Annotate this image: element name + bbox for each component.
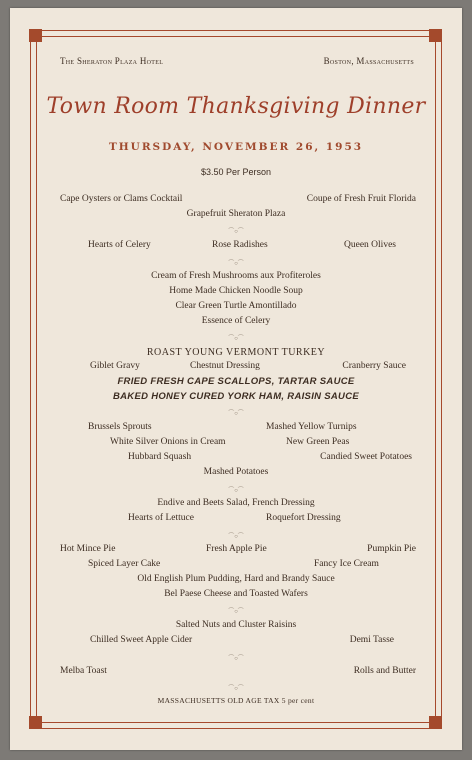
item-turtle-soup: Clear Green Turtle Amontillado	[175, 301, 297, 311]
item-apple-pie: Fresh Apple Pie	[206, 544, 267, 554]
item-ice-cream: Fancy Ice Cream	[314, 559, 379, 569]
item-celery: Hearts of Celery	[88, 240, 151, 250]
item-turnips: Mashed Yellow Turnips	[266, 422, 357, 432]
corner-square-bottom-left	[29, 716, 42, 729]
item-roquefort: Roquefort Dressing	[266, 513, 341, 523]
item-essence-celery: Essence of Celery	[201, 316, 271, 326]
ornament-divider: ⌒○⌒	[228, 656, 244, 662]
item-scallops: FRIED FRESH CAPE SCALLOPS, TARTAR SAUCE	[117, 376, 355, 387]
menu-date: THURSDAY, NOVEMBER 26, 1953	[108, 141, 364, 153]
item-onions: White Silver Onions in Cream	[110, 437, 226, 447]
item-demi-tasse: Demi Tasse	[349, 635, 394, 645]
hotel-name: The Sheraton Plaza Hotel	[60, 56, 164, 66]
item-chicken-soup: Home Made Chicken Noodle Soup	[169, 286, 303, 296]
item-brussels-sprouts: Brussels Sprouts	[88, 422, 152, 432]
item-ham: BAKED HONEY CURED YORK HAM, RAISIN SAUCE	[112, 391, 359, 402]
corner-square-top-left	[29, 29, 42, 42]
item-endive-salad: Endive and Beets Salad, French Dressing	[157, 498, 315, 508]
item-melba-toast: Melba Toast	[60, 666, 107, 676]
item-oysters: Cape Oysters or Clams Cocktail	[60, 194, 183, 204]
menu-card	[10, 8, 462, 750]
ornament-divider: ⌒○⌒	[228, 686, 244, 692]
ornament-divider: ⌒○⌒	[228, 336, 244, 342]
item-chestnut-dressing: Chestnut Dressing	[190, 361, 260, 371]
item-radishes: Rose Radishes	[212, 240, 268, 250]
item-olives: Queen Olives	[344, 240, 396, 250]
item-layer-cake: Spiced Layer Cake	[88, 559, 161, 569]
hotel-location: Boston, Massachusetts	[323, 56, 414, 66]
ornament-divider: ⌒○⌒	[228, 488, 244, 494]
item-mashed-potatoes: Mashed Potatoes	[203, 467, 269, 477]
item-sweet-potatoes: Candied Sweet Potatoes	[320, 452, 412, 462]
ornament-divider: ⌒○⌒	[228, 534, 244, 540]
tax-notice: MASSACHUSETTS OLD AGE TAX 5 per cent	[157, 696, 315, 705]
item-cranberry: Cranberry Sauce	[342, 361, 406, 371]
item-fruit-coupe: Coupe of Fresh Fruit Florida	[306, 194, 416, 204]
item-grapefruit: Grapefruit Sheraton Plaza	[186, 209, 286, 219]
ornament-divider: ⌒○⌒	[228, 411, 244, 417]
item-gravy: Giblet Gravy	[90, 361, 140, 371]
item-mushroom-soup: Cream of Fresh Mushrooms aux Profiteroles	[151, 271, 321, 281]
ornament-divider: ⌒○⌒	[228, 261, 244, 267]
item-apple-cider: Chilled Sweet Apple Cider	[90, 635, 193, 645]
corner-square-top-right	[429, 29, 442, 42]
item-hearts-lettuce: Hearts of Lettuce	[128, 513, 194, 523]
item-peas: New Green Peas	[286, 437, 350, 447]
menu-price: $3.50 Per Person	[200, 167, 272, 177]
item-rolls-butter: Rolls and Butter	[353, 666, 416, 676]
item-mince-pie: Hot Mince Pie	[60, 544, 116, 554]
item-nuts-raisins: Salted Nuts and Cluster Raisins	[175, 620, 297, 630]
item-turkey: ROAST YOUNG VERMONT TURKEY	[146, 347, 326, 358]
ornament-divider: ⌒○⌒	[228, 229, 244, 235]
corner-square-bottom-right	[429, 716, 442, 729]
menu-title: Town Room Thanksgiving Dinner	[46, 94, 426, 119]
item-squash: Hubbard Squash	[128, 452, 192, 462]
item-pumpkin-pie: Pumpkin Pie	[367, 544, 416, 554]
item-plum-pudding: Old English Plum Pudding, Hard and Brandy Sauce	[137, 574, 335, 584]
ornament-divider: ⌒○⌒	[228, 609, 244, 615]
item-cheese: Bel Paese Cheese and Toasted Wafers	[164, 589, 308, 599]
